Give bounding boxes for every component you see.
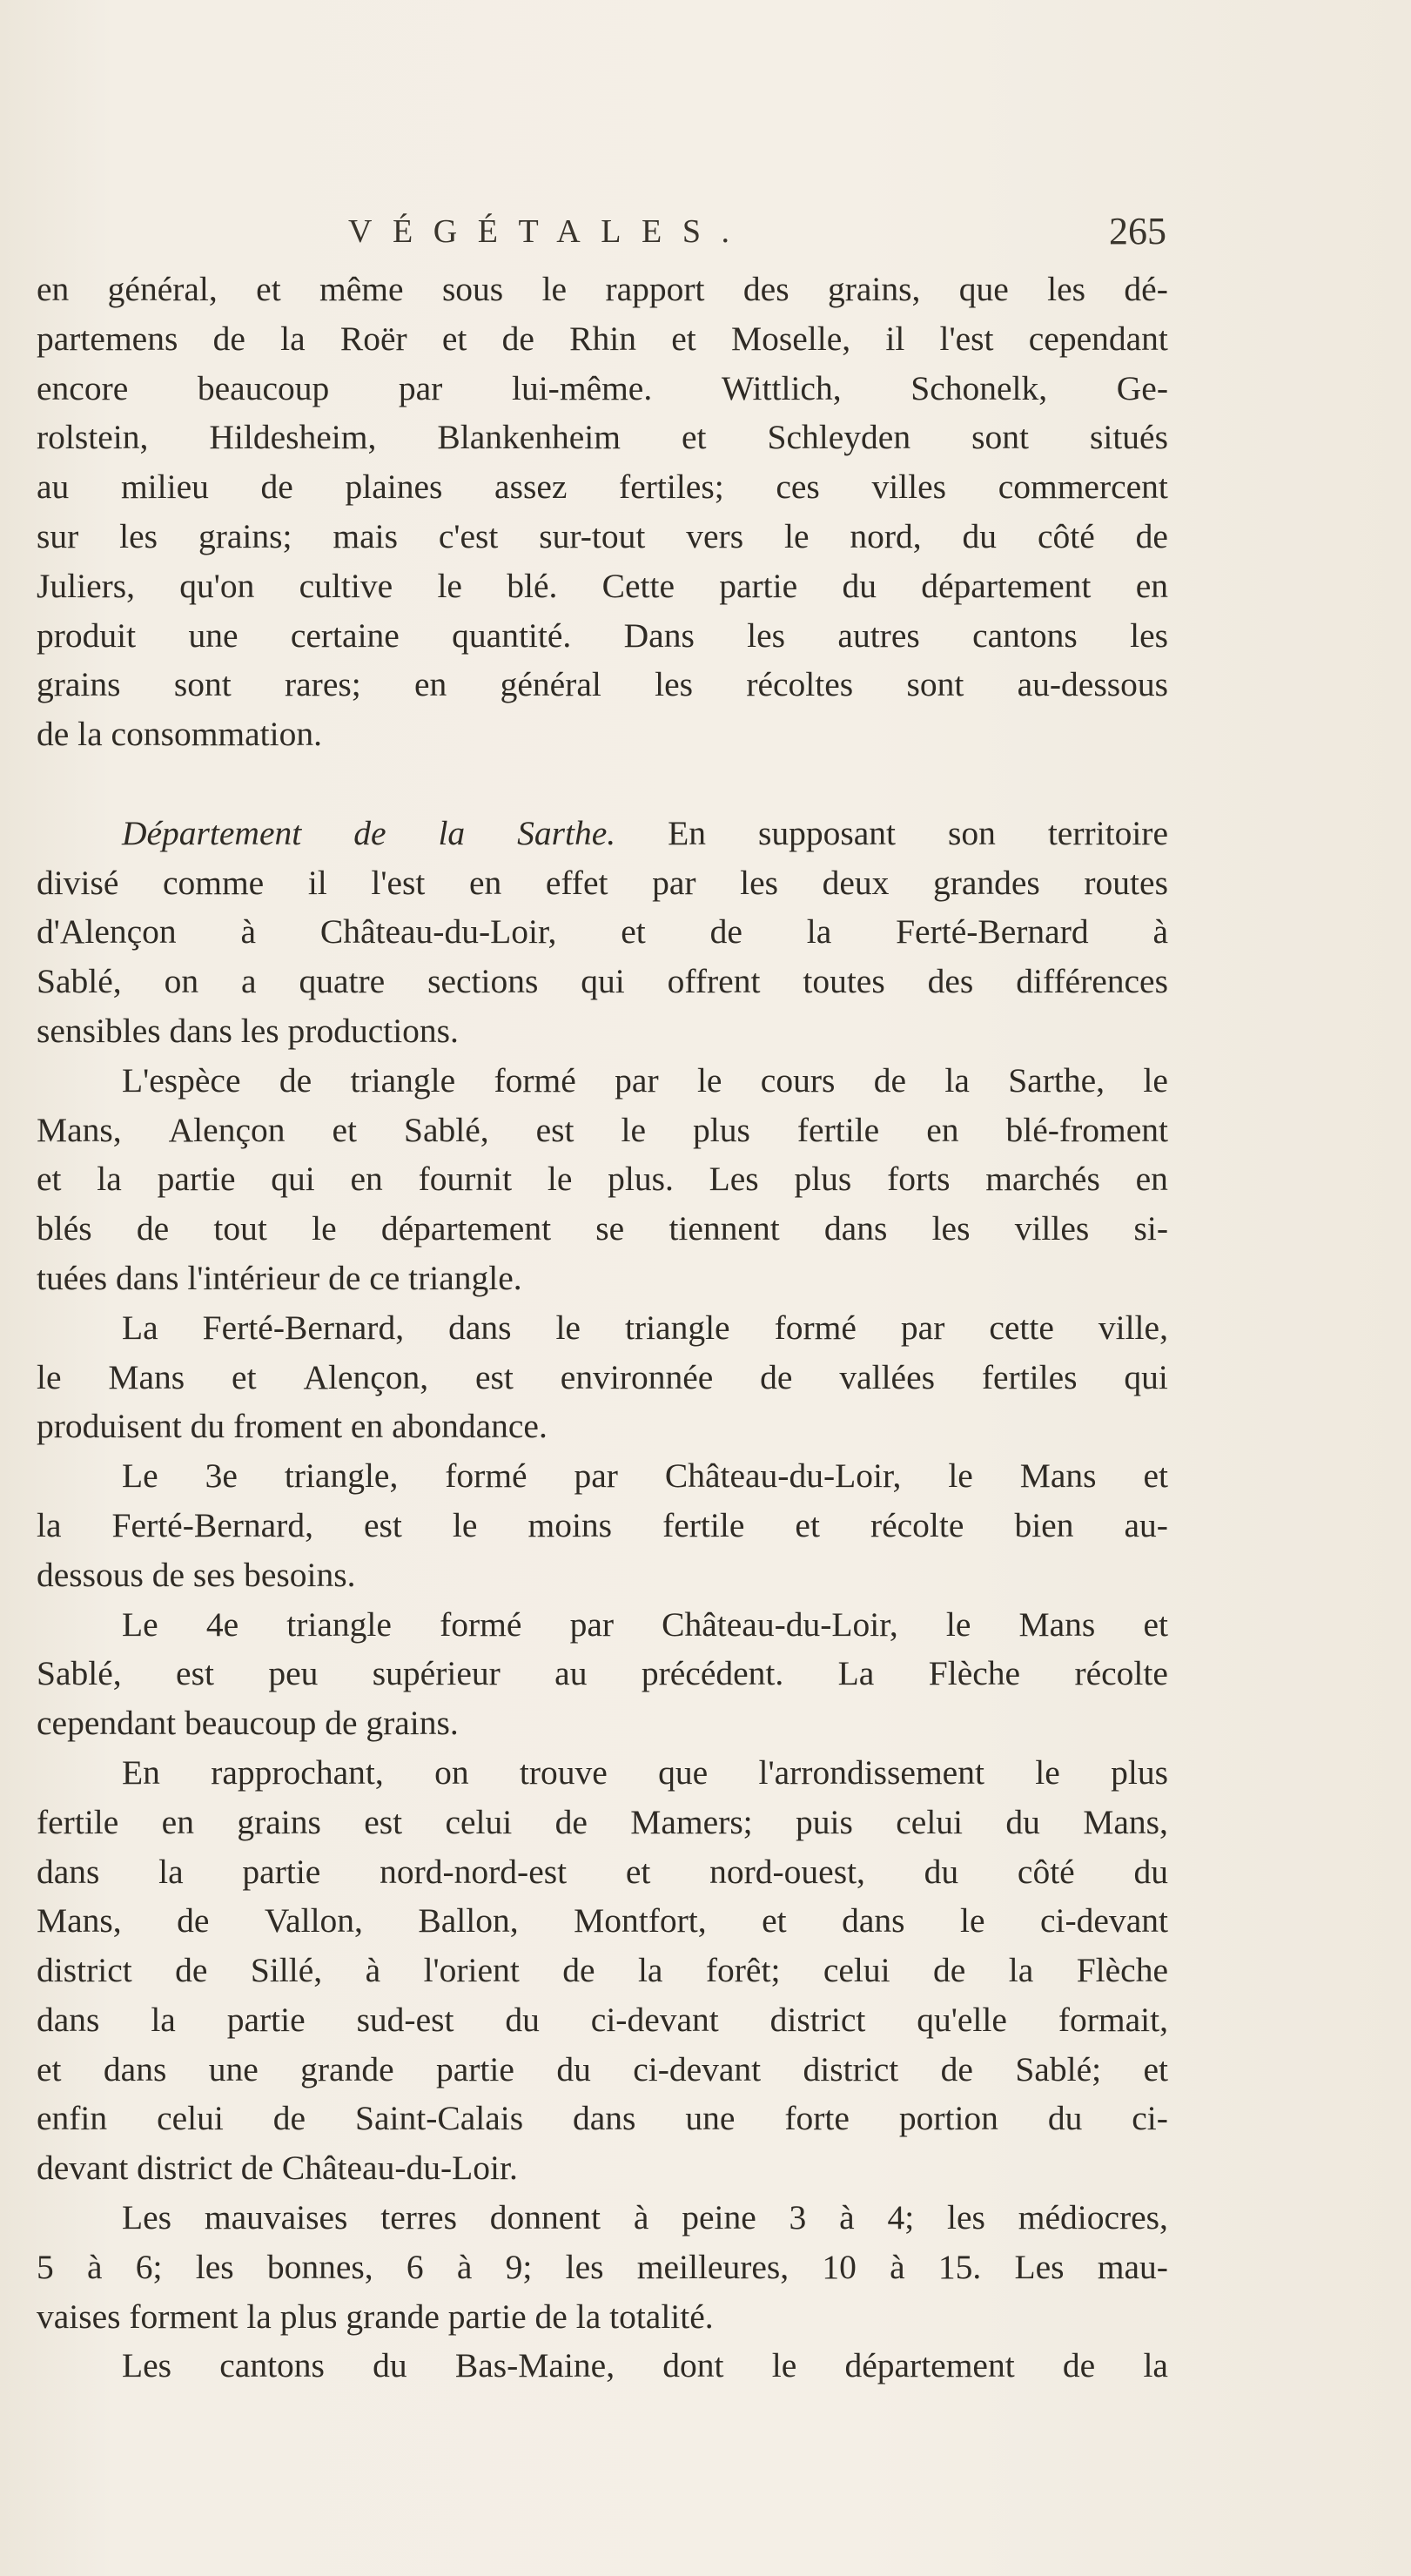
text-line: divisé comme il l'est en effet par les deux grandes routes xyxy=(37,863,1168,902)
text-line: au milieu de plaines assez fertiles; ces villes commercent xyxy=(37,467,1168,507)
text-line: en général, et même sous le rapport des grains, que les dé- xyxy=(37,270,1168,308)
text-line: rolstein, Hildesheim, Blankenheim et Schleyden sont situés xyxy=(37,418,1168,457)
page-header xyxy=(348,212,1166,256)
text-line: et la partie qui en fournit le plus. Les plus forts marchés en xyxy=(37,1160,1168,1199)
text-line: Département de la Sarthe. En supposant son territoire xyxy=(122,813,1168,852)
text-line: Mans, Alençon et Sablé, est le plus fertile en blé-froment xyxy=(37,1110,1168,1149)
text-line: sur les grains; mais c'est sur-tout vers le nord, du côté de xyxy=(37,516,1168,555)
running-head: VÉGÉTALES. xyxy=(348,213,750,250)
text-line: blés de tout le département se tiennent dans les villes si- xyxy=(37,1209,1168,1248)
text-line: Juliers, qu'on cultive le blé. Cette partie du département en xyxy=(37,566,1168,605)
text-line: partemens de la Roër et de Rhin et Moselle, il l'est cependant xyxy=(37,319,1168,358)
text-line: de la consommation. xyxy=(37,715,322,754)
text-line: Les mauvaises terres donnent à peine 3 à 4; les médiocres, xyxy=(122,2198,1168,2237)
text-line: devant district de Château-du-Loir. xyxy=(37,2149,518,2188)
text-line: Les cantons du Bas-Maine, dont le département de la xyxy=(122,2346,1168,2385)
text-line: Mans, de Vallon, Ballon, Montfort, et dans le ci-devant xyxy=(37,1901,1168,1940)
text-line: la Ferté-Bernard, est le moins fertile et récolte bien au- xyxy=(37,1505,1168,1544)
text-line: enfin celui de Saint-Calais dans une forte portion du ci- xyxy=(37,2099,1168,2138)
text-line: encore beaucoup par lui-même. Wittlich, Schonelk, Ge- xyxy=(37,368,1168,407)
text-line: dans la partie nord-nord-est et nord-ouest, du côté du xyxy=(37,1852,1168,1891)
text-line: Sablé, est peu supérieur au précédent. La Flèche récolte xyxy=(37,1654,1168,1693)
text-line: cependant beaucoup de grains. xyxy=(37,1704,459,1743)
text-line: sensibles dans les productions. xyxy=(37,1011,459,1050)
text-line: Le 4e triangle formé par Château-du-Loir, le Mans et xyxy=(122,1604,1168,1644)
text-line: tuées dans l'intérieur de ce triangle. xyxy=(37,1258,522,1297)
text-line: La Ferté-Bernard, dans le triangle formé par cette ville, xyxy=(122,1308,1168,1347)
text-line: L'espèce de triangle formé par le cours de la Sarthe, le xyxy=(122,1060,1168,1100)
text-line: le Mans et Alençon, est environnée de vallées fertiles qui xyxy=(37,1357,1168,1396)
body-text xyxy=(37,265,1168,2391)
text-line: dessous de ses besoins. xyxy=(37,1555,356,1594)
text-line: dans la partie sud-est du ci-devant district qu'elle formait, xyxy=(37,2000,1168,2039)
page-number: 265 xyxy=(1109,210,1166,252)
text-line: produit une certaine quantité. Dans les autres cantons les xyxy=(37,615,1168,655)
text-line: produisent du froment en abondance. xyxy=(37,1407,548,1446)
text-line: En rapprochant, on trouve que l'arrondissement le plus xyxy=(122,1752,1168,1792)
text-line: Sablé, on a quatre sections qui offrent toutes des différences xyxy=(37,962,1168,1001)
text-line: d'Alençon à Château-du-Loir, et de la Ferté-Bernard à xyxy=(37,912,1168,952)
text-line: Le 3e triangle, formé par Château-du-Loir, le Mans et xyxy=(122,1456,1168,1496)
text-line: district de Sillé, à l'orient de la forêt; celui de la Flèche xyxy=(37,1951,1168,1990)
text-line xyxy=(37,759,1168,809)
text-line: grains sont rares; en général les récoltes sont au-dessous xyxy=(37,665,1168,704)
text-line: 5 à 6; les bonnes, 6 à 9; les meilleures, 10 à 15. Les mau- xyxy=(37,2247,1168,2286)
text-line: et dans une grande partie du ci-devant district de Sablé; et xyxy=(37,2049,1168,2088)
text-line: vaises forment la plus grande partie de la totalité. xyxy=(37,2297,714,2336)
text-line: fertile en grains est celui de Mamers; puis celui du Mans, xyxy=(37,1802,1168,1841)
